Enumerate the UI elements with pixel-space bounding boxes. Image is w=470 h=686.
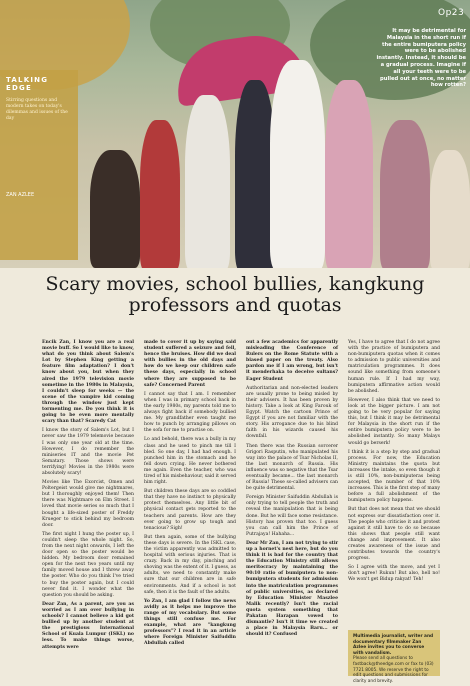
paragraph: Authoritarian and non-elected leaders are usually prone to being misled by their advisers. It has been proven by history. Take a look at King Farouk of Egypt. Watch the cartoon Prince of Egypt if you are not familiar with the story. His arrogance due to his blind faith in his wizards caused his downfall. xyxy=(246,385,338,440)
column-title: TALKING EDGE xyxy=(6,76,49,92)
paragraph: I think it is a step by step and gradual process. For now, the Education Ministry maintains the quota but increases the intake, so even though it is still 10%, non-bumiputeras being accepted, the number of that 10% increases. This is the first step of many before a full abolishment of the bumiputera policy happens. xyxy=(348,449,440,504)
paragraph: Then there was the Russian sorcerer Grigori Rasputin, who manipulated his way into the palace of Tsar Nicholas II, the last monarch of Russia. His influence was so negative that the Tsar eventually became... the last monarch of Russia! These so-called advisers can be quite detrimental. xyxy=(246,443,338,492)
paragraph: made to cover it up by saying said student suffered a seizure and fell, hence the bruises. How did we deal with bullies in the old days and how do we keep our children safe these days, especially in school where they are supposed to be safe? Concerned Parent xyxy=(144,340,236,388)
paragraph: The first night I hung the poster up, I couldn't sleep the whole night. So, from the next night onwards, I left the door open so the poster would be hidden. My bedroom door remained open for the next two years until my family moved house and I threw away the poster. Who do you think I've tried to buy the poster again, but I could never find it. I wonder what the question you should be asking. xyxy=(42,531,134,598)
cover-photo xyxy=(0,0,470,268)
column-description: Stirring questions and modern takes on today's dilemmas and issues of the day xyxy=(6,98,68,121)
column-1 xyxy=(42,340,134,654)
paragraph: Yo Zan, I am glad I follow the news avidly as it helps me improve the range of my vocabulary. But some things still confuse me. For example, what are "kangkung professors"? I read it in an article where Foreign Minister Saifuddin Abdullah called xyxy=(144,598,236,647)
paragraph: But that does not mean that we should not express our dissatisfaction over it. The people who criticise it and protest against it still have to do so because this shows that people still want change and improvement. It also creates awareness of the issue and contributes towards the country's progress. xyxy=(348,507,440,562)
paragraph: Yes, I have to agree that I do not agree with the practice of bumiputera and non-bumiputera quotas when it comes to admission to public universities and matriculation programmes. It does sound like something from someone's human rule. If I had my way, bumiputera affirmative action would be abolished. xyxy=(348,340,440,394)
paragraph: Movies like The Exorcist, Omen and Poltergeist would give me nightmares, but I thoroughly enjoyed them! Then there was Nightmare on Elm Street. I loved that movie series so much that I bought a life-sized poster of Freddy Krueger to stick behind my bedroom door. xyxy=(42,480,134,528)
pull-quote: It may be detrimental for Malaysia in the short run if the entire bumiputera policy were to be abolished instantly. Instead, it should be a gradual process. Imagine if all your teeth were to be pulled out at once, no matter how rotten? xyxy=(376,28,466,89)
page-number: Op23 xyxy=(438,8,465,18)
paragraph: But then again, some of the bullying these days is severe. In the ISKL case, the victim apparently was admitted to hospital with serious injuries. That is crazy. Back in my day, pinching and shoving was the extent of it. I guess, as adults, we need to constantly make sure that our children are in safe environments. And if a school is not safe, then it is the fault of the adults. xyxy=(144,534,236,595)
contact-intro: Multimedia journalist, writer and documentary filmmaker Zan Azlee invites you to converse with vandalism. xyxy=(353,634,434,656)
paragraph: I know the story of Salem's Lot, but I never saw the 1979 telemovie because I was only one year old at the time. However, I do remember the miniseries IT and the movie Pet Sematary. Those shows were terrifying! Movies in the 1980s were absolutely scary! xyxy=(42,428,134,476)
column-4 xyxy=(348,340,440,587)
byline: ZAN AZLEE xyxy=(6,192,35,198)
paragraph: Dear Mr Zan, I am not trying to stir up a hornet's nest here, but do you think it is bad for the country that the Education Ministry still allows meritocracy by maintaining the 90:10 ratio of bumiputera to non-bumiputera students for admission into the matriculation programmes of public universities, as declared by Education Minister Maszlee Malik recently? Isn't the racial quota system something that Pakatan Harapan vowed to dismantle? Isn't it time we created a place in Malaysia Baru... or should it? Confused xyxy=(246,540,338,638)
paragraph: out a few academics for apparently misleading the Conference of Rulers on the Rome Statute with a biased paper on the treaty. Also pardon me if I am wrong, but isn't it menderhaka to deceive sultans? Eager Student xyxy=(246,340,338,382)
paragraph: I cannot say that I am. I remember when I was in primary school back in the early 1980s, my parents told me to always fight back if somebody bullied me. My grandfather even taught me how to punch by arranging pillows on the sofa for me to practise on. xyxy=(144,391,236,434)
paragraph: Lo and behold, there was a bully in my class and he used to pinch me till I bled. So one day, I had had enough. I punched him in the stomach and he fell down crying. He never bothered me again. Even the teacher, who was tired of his misbehaviour, said it served him right. xyxy=(144,437,237,486)
article-body xyxy=(42,340,442,675)
contact-box xyxy=(348,630,440,684)
paragraph: So I agree with the move, and yet I don't agree! Rukun! But also, hell no! We won't get Bidup rakyat! Teh! xyxy=(348,565,440,583)
paragraph: Dear Zan, As a parent, are you as worried as I am over bullying in schools? I cannot believe a kid got bullied up by another student at the prestigious International School of Kuala Lumpur (ISKL) no less. To make things worse, attempts were xyxy=(42,601,134,650)
column-3 xyxy=(246,340,338,641)
paragraph: But children these days are so coddled that they have no instinct to physically protect themselves. Any little bit of physical contact gets reported to the teachers and parents. How are they ever going to grow up tough and tenacious? Sigh! xyxy=(144,489,236,531)
column-sidebar xyxy=(0,70,78,260)
column-2 xyxy=(144,340,236,651)
contact-details: Please send all questions to fastback@theedge.com or fax to (03) 7721 8005. We reserve the right to edit questions and submissions for clarity and brevity. xyxy=(353,656,434,684)
paragraph: Foreign Minister Saifuddin Abdullah is only trying to tell people the truth and reveal the manipulation that is being done. But he will face some resistance. History has proven that too. I guess you can call him the Prince of Putrajaya! Hahaha... xyxy=(246,495,338,537)
paragraph: Encik Zan, I know you are a real movie buff. So I would like to know, what do you think about Salem's Lot by Stephen King getting a feature film adaptation? I don't know about you, but when they aired the 1979 television movie sometime in the 1980s in Malaysia, I couldn't sleep for weeks — the scene of the vampire kid coming through the window just kept tormenting me. Do you think it is going to be even more mentally scary than that? Scaredy Cat xyxy=(42,340,134,425)
paragraph: However, I also think that we need to look at the bigger picture. I am not going to be very popular for saying this, but I think it may be detrimental for Malaysia in the short run if the entire bumiputera policy were to be abolished instantly. So many Malays would go berserk! xyxy=(348,397,440,446)
headline: Scary movies, school bullies, kangkung professors and quotas xyxy=(45,273,425,316)
